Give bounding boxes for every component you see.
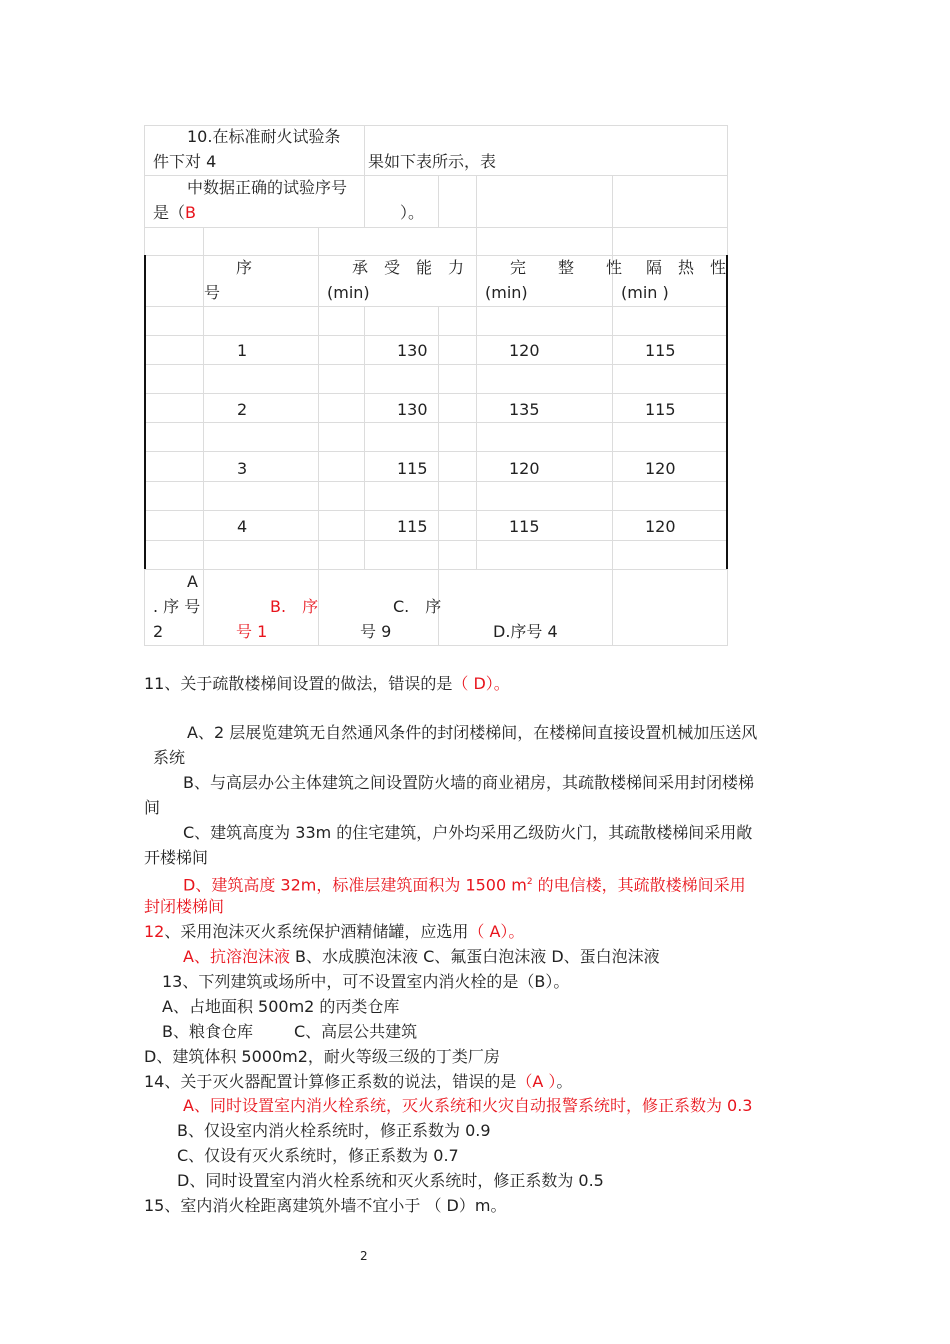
table-column-divider [144,569,145,645]
table-cell: 135 [509,400,540,419]
header-seq: 号 [204,283,221,302]
table-column-divider [612,227,613,255]
table-column-divider [476,255,477,306]
table-row-divider [144,569,728,570]
table-column-divider [318,227,319,255]
q11-option-b: B、与高层办公主体建筑之间设置防火墙的商业裙房，其疏散楼梯间采用封闭楼梯 [183,773,754,792]
table-column-divider [144,227,145,255]
header-integrity: 完 整 性 [510,258,623,277]
table-cell: 115 [645,400,676,419]
table-cell: 120 [645,517,676,536]
table-column-divider [727,227,728,255]
q12-title-text: 、采用泡沫灭火系统保护酒精储罐，应选用 [164,922,469,941]
q12-title [144,922,524,942]
table-column-divider [612,569,613,645]
q13-option-c: C、高层公共建筑 [294,1022,418,1041]
table-column-divider [727,125,728,175]
table-column-divider [144,125,145,175]
q11-d-sup: 2 [526,877,533,887]
table-column-divider [203,227,204,255]
q11-option-a: 系统 [153,748,186,767]
q11-answer: （ D）。 [452,674,510,693]
header-load: 承 受 能 力 [352,258,465,277]
option-b: B. 序 [270,597,319,616]
table-cell: 115 [397,459,428,478]
table-column-divider [612,306,613,569]
q11-option-c: C、建筑高度为 33m 的住宅建筑，户外均采用乙级防火门，其疏散楼梯间采用敞 [183,823,753,842]
table-border [144,255,146,569]
table-column-divider [318,569,319,645]
table-column-divider [364,175,365,227]
header-integrity: (min) [485,283,528,302]
header-insulation: 隔 热 性 [646,258,727,277]
table-row-divider [144,255,728,256]
table-row-divider [144,510,728,511]
table-row-divider [144,393,728,394]
q11-option-a: A、2 层展览建筑无自然通风条件的封闭楼梯间，在楼梯间直接设置机械加压送风 [187,723,758,742]
q11-option-b: 间 [144,798,161,817]
table-cell: 115 [509,517,540,536]
q12-answer: （ A）。 [468,922,525,941]
q11-title-text: 11、关于疏散楼梯间设置的做法，错误的是 [144,674,453,693]
table-row-divider [144,364,728,365]
table-column-divider [364,125,365,175]
q14-option-a: A、同时设置室内消火栓系统，灭火系统和火灾自动报警系统时，修正系数为 0.3 [183,1096,753,1115]
q14-option-d: D、同时设置室内消火栓系统和灭火系统时，修正系数为 0.5 [177,1171,604,1190]
header-seq: 序 [236,258,253,277]
q11-d-text: 的电信楼，其疏散楼梯间采用 [532,875,746,895]
table-row-divider [144,540,728,541]
table-row-divider [144,451,728,452]
q10-text: 果如下表所示，表 [368,152,497,171]
table-row-divider [144,125,728,126]
q12-options [183,947,660,967]
q15-title: 15、室内消火栓距离建筑外墙不宜小于 （ D）m。 [144,1196,507,1215]
q10-text: 中数据正确的试验序号 [187,178,348,197]
table-cell: 3 [237,459,248,478]
q11-option-d: 封闭楼梯间 [144,897,225,916]
q12-other-options: B、水成膜泡沫液 C、氟蛋白泡沫液 D、蛋白泡沫液 [289,947,660,966]
table-cell: 130 [397,400,428,419]
table-column-divider [438,175,439,227]
table-column-divider [318,255,319,306]
q10-text: 件下对 4 [153,152,217,171]
q11-title [144,674,510,694]
table-row-divider [144,335,728,336]
option-a: . 序 号 [153,597,201,616]
q14-answer: （A ） [516,1072,557,1091]
q14-option-c: C、仅设有灭火系统时，修正系数为 0.7 [177,1146,459,1165]
q12-option-a: A、抗溶泡沫液 [183,947,290,966]
table-column-divider [203,306,204,569]
table-cell: 4 [237,517,248,536]
option-a: 2 [153,622,164,641]
table-cell: 120 [509,459,540,478]
q13-option-d: D、建筑体积 5000m2，耐火等级三级的丁类厂房 [144,1047,500,1066]
option-d: D.序号 4 [493,622,558,641]
q14-title [144,1072,572,1092]
table-column-divider [612,175,613,227]
option-c: C. 序 [393,597,442,616]
table-row-divider [144,422,728,423]
q14-title-text: 14、关于灭火器配置计算修正系数的说法，错误的是 [144,1072,517,1091]
q11-option-c: 开楼梯间 [144,848,209,867]
table-column-divider [476,306,477,569]
table-row-divider [144,175,728,176]
table-column-divider [144,175,145,227]
table-column-divider [727,175,728,227]
table-cell: 115 [645,341,676,360]
table-column-divider [318,306,319,569]
table-cell: 120 [645,459,676,478]
q14-end: 。 [556,1072,573,1091]
q10-text [153,203,196,223]
q10-answer: B [185,203,196,222]
table-cell: 2 [237,400,248,419]
table-border [726,255,728,569]
table-column-divider [438,306,439,569]
q10-text-part: 是（ [153,203,186,222]
table-column-divider [364,306,365,569]
header-insulation: (min ) [621,283,669,302]
q11-option-d [183,872,746,895]
option-b: 号 1 [236,622,268,641]
table-column-divider [476,175,477,227]
table-column-divider [476,227,477,255]
page-number: 2 [360,1249,368,1263]
q10-text: 10.在标准耐火试验条 [187,127,341,146]
table-cell: 130 [397,341,428,360]
table-row-divider [144,227,728,228]
header-load: (min) [327,283,370,302]
table-row-divider [144,306,728,307]
q14-option-b: B、仅设室内消火栓系统时，修正系数为 0.9 [177,1121,491,1140]
q13-option-b: B、粮食仓库 [162,1022,253,1041]
q10-text: ）。 [400,203,425,222]
option-a: A [187,572,198,591]
table-row-divider [144,645,728,646]
option-c: 号 9 [360,622,392,641]
table-column-divider [203,569,204,645]
q11-d-text: D、建筑高度 32m，标准层建筑面积为 1500 m [183,875,527,895]
table-cell: 115 [397,517,428,536]
table-cell: 120 [509,341,540,360]
table-row-divider [144,481,728,482]
table-column-divider [727,569,728,645]
table-cell: 1 [237,341,248,360]
q12-number: 12 [144,922,165,941]
q13-title: 13、下列建筑或场所中，可不设置室内消火栓的是（B）。 [162,972,570,991]
q13-option-a: A、占地面积 500m2 的丙类仓库 [162,997,400,1016]
